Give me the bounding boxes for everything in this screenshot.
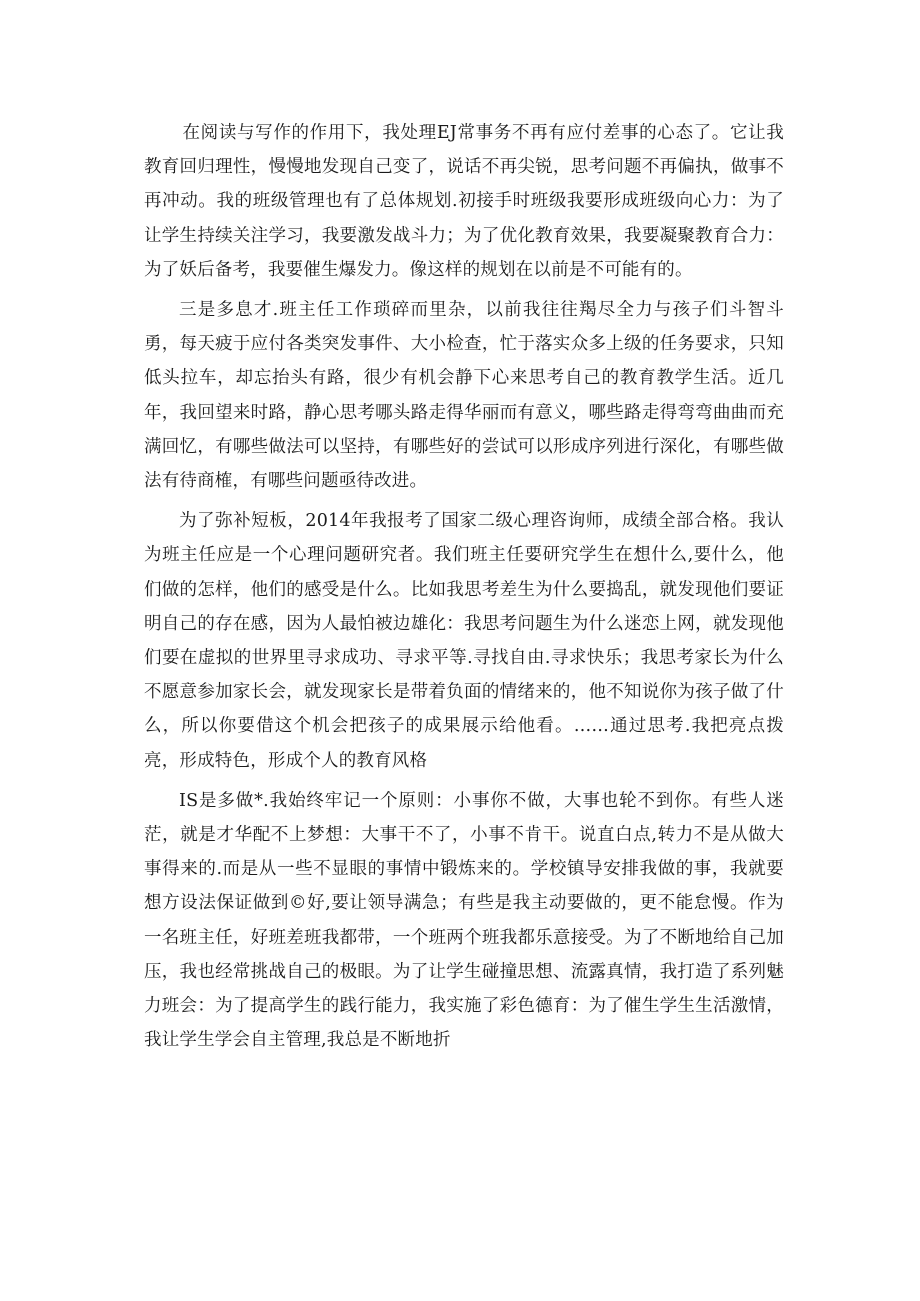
paragraph-more-action: IS是多做*.我始终牢记一个原则：小事你不做，大事也轮不到你。有些人迷茫，就是才华配不上梦想：大事干不了，小事不肯干。说直白点,转力不是从做大事得来的.而是从一些不显眼的事情中锻炼来的。学校镇导安排我做的事，我就要想方设法保证做到©好,要让领导满急；有些是我主动要做的，更不能怠慢。作为一名班主任，好班差班我都带，一个班两个班我都乐意接受。为了不断地给自己加压，我也经常挑战自己的极眼。为了让学生碰撞思想、流露真情，我打造了系列魅力班会：为了提高学生的践行能力，我实施了彩色德育：为了催生学生生活激情，我让学生学会自主管理,我总是不断地折: [144, 790, 784, 1051]
document-body: [144, 116, 784, 1057]
paragraph-reflection: 三是多息才.班主任工作琐碎而里杂，以前我往往羯尽全力与孩子们斗智斗勇，每天疲于应付各类突发事件、大小检查，忙于落实众多上级的任务要求，只知低头拉车，却忘抬头有路，很少有机会静下心来思考自己的教育教学生活。近几年，我回望来时路，静心思考哪头路走得华丽而有意义，哪些路走得弯弯曲曲而充满回忆，有哪些做法可以坚持，有哪些好的尝试可以形成序列进行深化，有哪些做法有待商榷，有哪些问题亟待改进。: [144, 300, 784, 492]
paragraph-psychology: 为了弥补短板，2014年我报考了国家二级心理咨询师，成绩全部合格。我认为班主任应是一个心理问题研究者。我们班主任要研究学生在想什么,要什么，他们做的怎样，他们的感受是什么。比如我思考差生为什么要捣乱，就发现他们要证明自己的存在感，因为人最怕被边雄化：我思考问题生为什么迷恋上网，就发现他们要在虚拟的世界里寻求成功、寻求平等.寻找自由.寻求快乐；我思考家长为什么不愿意参加家长会，就发现家长是带着负面的情绪来的，他不知说你为孩子做了什么，所以你要借这个机会把孩子的成果展示给他看。……通过思考.我把亮点拨亮，形成特色，形成个人的教育风格: [144, 511, 784, 771]
paragraph-reading-writing: 在阅读与写作的作用下，我处理EJ常事务不再有应付差事的心态了。它让我教育回归理性，慢慢地发现自己变了，说话不再尖锐，思考问题不再偏执，做事不再冲动。我的班级管理也有了总体规划.初接手时班级我要形成班级向心力：为了让学生持续关注学习，我要激发战斗力；为了优化教育效果，我要凝聚教育合力：为了妖后备考，我要催生爆发力。像这样的规划在以前是不可能有的。: [144, 123, 784, 280]
